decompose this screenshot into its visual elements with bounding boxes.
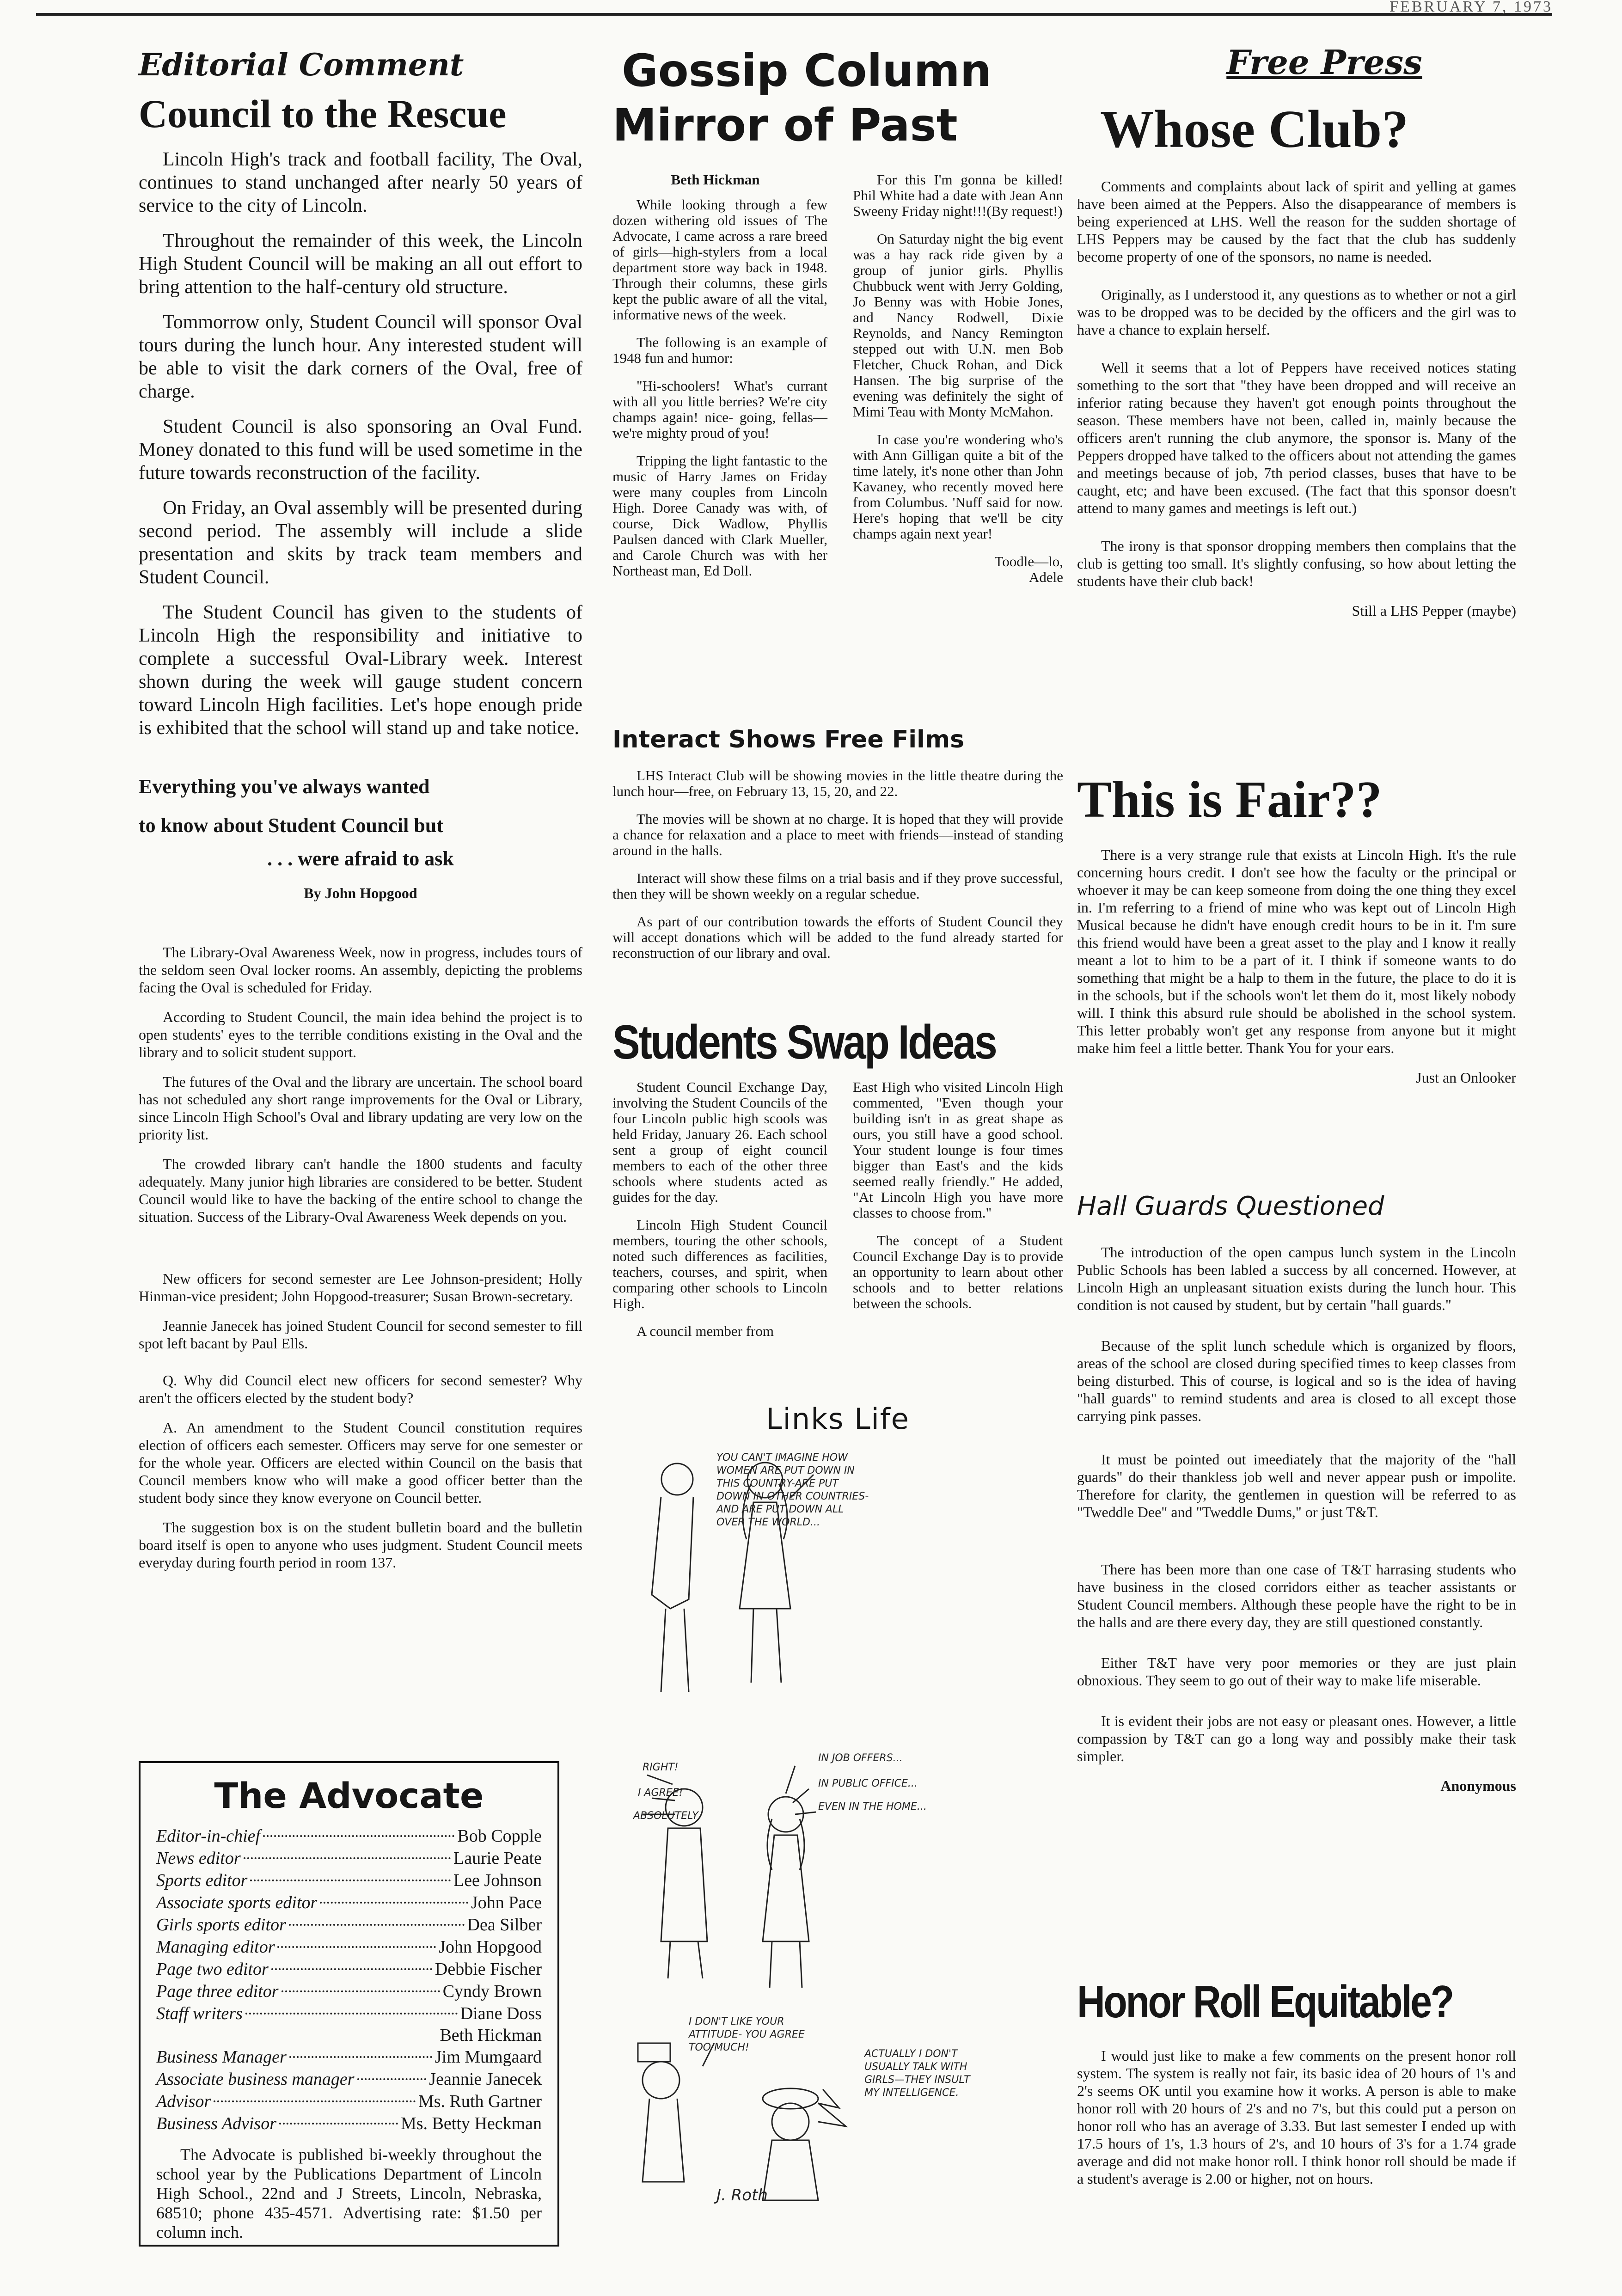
staff-name: Cyndy Brown bbox=[442, 1982, 542, 2001]
paragraph: Interact will show these films on a trial basis and if they prove successful, then they will be shown weekly on a regular schedue. bbox=[612, 870, 1063, 902]
staff-row bbox=[156, 1869, 542, 1892]
staff-name: John Hopgood bbox=[439, 1937, 542, 1957]
club-signature: Still a LHS Pepper (maybe) bbox=[1352, 602, 1516, 619]
cartoon-speech bbox=[688, 2016, 808, 2053]
paragraph: Originally, as I understood it, any questions as to whether or not a girl was to be dropped was to be decided by the officers and the girl was to have a chance to explain herself. bbox=[1077, 286, 1516, 338]
fair-headline: This is Fair?? bbox=[1077, 771, 1382, 828]
paragraph: The Student Council has given to the students of Lincoln High the responsibility and initiative to complete a successful Oval-Library week. Interest shown during the week will gauge student concern toward Lincoln High facilities. Let's hope enough pride is exhibited that the school will stand up and take notice. bbox=[139, 602, 582, 739]
fair-signature: Just an Onlooker bbox=[1416, 1069, 1516, 1086]
staff-role: Girls sports editor bbox=[156, 1915, 286, 1935]
speech-line: OVER THE WORLD... bbox=[716, 1517, 820, 1528]
staff-row bbox=[156, 1980, 542, 2002]
staff-row bbox=[156, 2112, 542, 2135]
gossip-column-a bbox=[612, 172, 827, 591]
interact-headline: Interact Shows Free Films bbox=[612, 726, 965, 753]
paragraph: The Library-Oval Awareness Week, now in progress, includes tours of the seldom seen Oval locker rooms. An assembly, depicting the problems facing the Oval is scheduled for Friday. bbox=[139, 944, 582, 996]
paragraph: The introduction of the open campus lunch system in the Lincoln Public Schools has been labled a success by all concerned. However, at Lincoln High an unpleasant situation exists during the lunch hour. This condition is not caused by student, but by certain "hall guards." bbox=[1077, 1244, 1516, 1313]
staff-role: Associate business manager bbox=[156, 2069, 355, 2089]
council-headline-line-1: Everything you've always wanted bbox=[139, 775, 430, 798]
speech-line: THIS COUNTRY-ARE PUT bbox=[716, 1478, 839, 1489]
staff-name: Bob Copple bbox=[457, 1826, 542, 1846]
paragraph: I would just like to make a few comments on the present honor roll system. The system is really not fair, its basic idea of 20 hours of 1's and 2's seems OK until you examine how it works. A person is able to make honor roll with 20 hours of 2's and no 7's, but this could put a person on honor roll who has an average of 3.33. But last semester I ended up with 17.5 hours of 1's, 1.3 hours of 2's, and 10 hours of 3's for a 1.74 grade average and did not make honor roll. I think honor roll should be made if a student's average is 2.00 or higher, not on hours. bbox=[1077, 2047, 1516, 2187]
paragraph: Comments and complaints about lack of spirit and yelling at games have been aimed at the Peppers. Also the disappearance of members is being experienced at LHS. Well the reason for the sudden shortage of LHS Peppers may be caused by the fact that the club has suddenly become property of one of the sponsors, no name is needed. bbox=[1077, 178, 1516, 265]
hall-signature: Anonymous bbox=[1440, 1777, 1516, 1794]
paragraph: It must be pointed out imeediately that the majority of the "hall guards" do their thankless job well and never appear push or impolite. Therefore for clarity, the gentlemen in question will be referred to as "Tweddle Dee" and "Tweddle Dums," or just T&T. bbox=[1077, 1451, 1516, 1520]
paragraph: As part of our contribution towards the efforts of Student Council they will accept donations which will be added to the fund already started for reconstruction of our library and oval. bbox=[612, 913, 1063, 961]
staff-row bbox=[156, 2068, 542, 2090]
cartoon-speech bbox=[863, 2048, 973, 2099]
paragraph: Tommorrow only, Student Council will sponsor Oval tours during the lunch hour. Any interested student will be able to visit the dark corners of the Oval, free of charge. bbox=[139, 312, 582, 402]
staff-role: Editor-in-chief bbox=[156, 1826, 261, 1846]
swap-column-b bbox=[853, 1079, 1063, 1323]
paragraph: The movies will be shown at no charge. It is hoped that they will provide a chance for relaxation and a place to meet with friends—instead of standing around in the halls. bbox=[612, 811, 1063, 858]
paragraph: The crowded library can't handle the 1800 students and faculty adequately. Many junior high libraries are considered to be better. Student Council would like to have the backing of the entire school to change the situation. Success of the Library-Oval Awareness Week depends on you. bbox=[139, 1156, 582, 1225]
speech-line: MY INTELLIGENCE. bbox=[864, 2087, 959, 2099]
masthead-box bbox=[139, 1761, 559, 2247]
staff-row bbox=[156, 1892, 542, 1914]
paragraph: LHS Interact Club will be showing movies in the little theatre during the lunch hour—free, on February 13, 15, 20, and 22. bbox=[612, 767, 1063, 799]
staff-row bbox=[156, 1825, 542, 1847]
staff-row bbox=[156, 2002, 542, 2025]
swap-headline: Students Swap Ideas bbox=[612, 1016, 996, 1069]
cartoon-speech: EVEN IN THE HOME... bbox=[818, 1801, 927, 1812]
staff-row bbox=[156, 1914, 542, 1936]
paragraph: In case you're wondering who's with Ann Gilligan quite a bit of the time lately, it's none other than John Kavaney, who recently moved here from Columbus. 'Nuff said for now. Here's hoping that we'll be city champs again next year! bbox=[853, 431, 1063, 542]
speech-line: ATTITUDE- YOU AGREE bbox=[689, 2029, 805, 2040]
staff-name: Laurie Peate bbox=[453, 1849, 542, 1868]
top-rule bbox=[36, 13, 1552, 16]
staff-name: Ms. Betty Heckman bbox=[400, 2114, 542, 2133]
paragraph: Either T&T have very poor memories or they are just plain obnoxious. They seem to go out of their way to make life miserable. bbox=[1077, 1654, 1516, 1689]
speech-line: I DON'T LIKE YOUR bbox=[689, 2016, 784, 2027]
paragraph: On Saturday night the big event was a hay rack ride given by a group of junior girls. Phyllis Chubbuck went with Jerry Golding, Jo Benny was with Hobie Jones, and Nancy Rodwell, Dixie Reynolds, and Nancy Remington stepped out with U.N. men Bob Fletcher, Chuck Rohan, and Dick Hansen. The big surprise of the evening was definitely the sight of Mimi Teau with Monty McMahon. bbox=[853, 231, 1063, 420]
staff-role: Page three editor bbox=[156, 1982, 279, 2001]
speech-line: DOWN IN OTHER COUNTRIES- bbox=[716, 1491, 869, 1502]
speech-line: ACTUALLY I DON'T bbox=[864, 2048, 958, 2060]
paragraph: The following is an example of 1948 fun and humor: bbox=[612, 334, 827, 366]
gossip-byline: Beth Hickman bbox=[671, 171, 760, 188]
free-press-kicker: Free Press bbox=[1226, 43, 1422, 82]
paragraph: It is evident their jobs are not easy or pleasant ones. However, a little compassion by T&T can go a long way and possibly make their task simpler. bbox=[1077, 1713, 1516, 1764]
club-headline: Whose Club? bbox=[1100, 100, 1409, 159]
staff-row bbox=[156, 1958, 542, 1980]
staff-role: Advisor bbox=[156, 2092, 211, 2111]
folio: FEBRUARY 7, 1973 bbox=[1389, 0, 1553, 15]
editorial-section bbox=[139, 46, 582, 752]
paragraph: Tripping the light fantastic to the music of Harry James on Friday were many couples from Lincoln High. Doree Canady was with, of course, Dick Wadlow, Phyllis Paulsen danced with Clark Mueller, and Carole Church was with her Northeast man, Ed Doll. bbox=[612, 453, 827, 579]
staff-name: John Pace bbox=[471, 1893, 542, 1912]
artist-signature: J. Roth bbox=[716, 2186, 768, 2204]
staff-name: Jeannie Janecek bbox=[429, 2069, 542, 2089]
paragraph: Well it seems that a lot of Peppers have received notices stating something to the sort that "they have been dropped and will receive an inferior rating because they haven't got enough points throughout the season. These members have not been, called in, mainly because the officers aren't running the club anymore, the sponsor is. Many of the Peppers dropped have talked to the officers about not attending the games and meetings because of job, 7th period classes, buses that have to be caught, etc; and have been excused. (The fact that this sponsor doesn't attend to many games and meetings is left out.) bbox=[1077, 359, 1516, 516]
staff-row bbox=[156, 1847, 542, 1869]
speech-line: USUALLY TALK WITH bbox=[864, 2061, 967, 2073]
paragraph: New officers for second semester are Lee Johnson-president; Holly Hinman-vice president; John Hopgood-treasurer; Susan Brown-secretary. bbox=[139, 1270, 582, 1304]
paragraph: "Hi-schoolers! What's currant with all you little berries? We're city champs again! nice- going, fellas—we're mighty proud of you! bbox=[612, 378, 827, 441]
council-headline-line-2: to know about Student Council but bbox=[139, 814, 443, 837]
links-life-cartoon bbox=[633, 1442, 1049, 2210]
paragraph: Because of the split lunch schedule which is organized by floors, areas of the school are closed during specified times to keep classes from being disturbed. This of course, is logical and so is the idea of having "hall guards" to remind students and area is closed to all except those carrying pink passes. bbox=[1077, 1337, 1516, 1424]
staff-name: Lee Johnson bbox=[453, 1871, 542, 1890]
swap-section bbox=[612, 1015, 1063, 1070]
paragraph: There has been more than one case of T&T harrasing students who have business in the closed corridors either as teacher assistants or Student Council members. Although these people have the right to be in the halls and are there every day, they are still questioned constantly. bbox=[1077, 1561, 1516, 1630]
staff-role: Associate sports editor bbox=[156, 1893, 318, 1912]
staff-row bbox=[156, 2090, 542, 2112]
paragraph: A. An amendment to the Student Council constitution requires election of officers each semester. Officers may serve for one semester or for the whole year. Officers are elected within Council on the basis that Council members know who will make a good officer better than the student body since they know everyone on Council better. bbox=[139, 1419, 582, 1506]
speech-line: AND ARE PUT DOWN ALL bbox=[716, 1504, 844, 1515]
interact-section bbox=[612, 723, 1063, 973]
speech-line: GIRLS—THEY INSULT bbox=[864, 2074, 970, 2086]
paragraph: The suggestion box is on the student bulletin board and the bulletin board itself is open to anyone who uses judgment. Student Council meets everyday during fourth period in room 137. bbox=[139, 1519, 582, 1571]
cartoon-speech: I AGREE! bbox=[638, 1787, 683, 1799]
paragraph: Student Council is also sponsoring an Oval Fund. Money donated to this fund will be used sometime in the future towards reconstruction of the facility. bbox=[139, 416, 582, 484]
paragraph: Lincoln High's track and football facility, The Oval, continues to stand unchanged after nearly 50 years of service to the city of Lincoln. bbox=[139, 149, 582, 216]
links-life-title-wrap bbox=[612, 1401, 1063, 1438]
hall-guards-section bbox=[1077, 1188, 1516, 1794]
speech-line: TOO MUCH! bbox=[689, 2042, 749, 2053]
cartoon-speech: RIGHT! bbox=[643, 1762, 679, 1773]
gossip-signoff: Adele bbox=[1028, 569, 1063, 585]
staff-name-extra: Beth Hickman bbox=[440, 2026, 542, 2045]
staff-role: Sports editor bbox=[156, 1871, 248, 1890]
council-body bbox=[139, 943, 582, 1571]
staff-row bbox=[156, 1936, 542, 1958]
paragraph: Throughout the remainder of this week, the Lincoln High Student Council will be making an all out effort to bring attention to the half-century old structure. bbox=[139, 230, 582, 298]
free-press-section bbox=[1077, 42, 1516, 619]
staff-role: News editor bbox=[156, 1849, 241, 1868]
council-byline: By John Hopgood bbox=[304, 885, 417, 901]
paragraph: A council member from bbox=[637, 1323, 774, 1339]
paragraph: Q. Why did Council elect new officers for second semester? Why aren't the officers elected by the student body? bbox=[139, 1372, 582, 1406]
staff-role: Business Manager bbox=[156, 2047, 287, 2067]
paragraph: On Friday, an Oval assembly will be presented during second period. The assembly will include a slide presentation and skits by track team members and Student Council. bbox=[139, 497, 582, 588]
staff-name: Dea Silber bbox=[467, 1915, 542, 1935]
staff-role: Managing editor bbox=[156, 1937, 275, 1957]
paragraph: The concept of a Student Council Exchange Day is to provide an opportunity to learn about other schools and to better relations between the schools. bbox=[853, 1232, 1063, 1311]
publication-note: The Advocate is published bi-weekly throughout the school year by the Publications Department of Lincoln High School., 22nd and J Streets, Lincoln, Nebraska, 68510; phone 435-4571. Advertising rate: $1.50 per column inch. bbox=[156, 2145, 542, 2241]
editorial-kicker: Editorial Comment bbox=[139, 47, 464, 83]
cartoon-speech: IN JOB OFFERS... bbox=[818, 1752, 903, 1764]
cartoon-speech bbox=[716, 1452, 872, 1528]
paragraph: The irony is that sponsor dropping members then complains that the club is getting too small. It's slightly confusing, so how about letting the students have their club back! bbox=[1077, 538, 1516, 589]
swap-column-a bbox=[612, 1079, 827, 1351]
staff-list bbox=[156, 1825, 542, 2135]
gossip-column-b bbox=[853, 172, 1063, 585]
gossip-headline-2: Mirror of Past bbox=[612, 99, 958, 151]
paragraph: East High who visited Lincoln High commented, "Even though your building isn't in as great shape as ours, you still have a good school. Your student lounge is four times bigger than East's and the kids seemed really friendly." He added, "At Lincoln High you have more classes to choose from." bbox=[853, 1079, 1063, 1221]
masthead-title: The Advocate bbox=[214, 1775, 484, 1816]
paragraph: Jeannie Janecek has joined Student Council for second semester to fill spot left bacant by Paul Ells. bbox=[139, 1317, 582, 1352]
council-headline-line-3: . . . were afraid to ask bbox=[267, 847, 454, 870]
paragraph: Student Council Exchange Day, involving the Student Councils of the four Lincoln public high scools was held Friday, January 26. Each school sent a group of eight council members to each of the other three schools where students acted as guides for the day. bbox=[612, 1079, 827, 1205]
editorial-headline: Council to the Rescue bbox=[139, 92, 507, 136]
staff-role: Staff writers bbox=[156, 2004, 243, 2023]
staff-role: Business Advisor bbox=[156, 2114, 277, 2133]
hall-headline: Hall Guards Questioned bbox=[1077, 1191, 1384, 1221]
staff-name: Diane Doss bbox=[460, 2004, 542, 2023]
paragraph: Lincoln High Student Council members, touring the other schools, noted such differences as facilities, teachers, courses, and spirit, when comparing other schools to Lincoln High. bbox=[612, 1217, 827, 1311]
paragraph: There is a very strange rule that exists at Lincoln High. It's the rule concerning hours credit. I don't see how the faculty or the principal or whoever it may be can keep someone from doing the one thing they excel in. I'm referring to a friend of mine who was kept out of Lincoln High Musical because he didn't have enough credit hours to be in it. I'm sure this friend would have been a great asset to the play and I know it really meant a lot to him to be a part of it. I think if someone wants to do something that might be a halp to them in the future, the place to do it is in the schools, but if the schools won't let them do it, most likely nobody will. I think this absurd rule should be abolished in the school system. This letter probably won't get any response from anyone but it might make him feel a little better. Thank You for your ears. bbox=[1077, 846, 1516, 1056]
paragraph: According to Student Council, the main idea behind the project is to open students' eyes to the terrible conditions existing in the Oval and the library and to solicit student support. bbox=[139, 1009, 582, 1060]
staff-role: Page two editor bbox=[156, 1959, 269, 1979]
honor-headline: Honor Roll Equitable? bbox=[1077, 1976, 1453, 2027]
paragraph: The futures of the Oval and the library are uncertain. The school board has not scheduled any short range improvements for the Oval or Library, since Lincoln High School's Oval and library updating are very low on the priority list. bbox=[139, 1073, 582, 1143]
gossip-headline-1: Gossip Column bbox=[622, 45, 992, 97]
paragraph: For this I'm gonna be killed! Phil White had a date with Jean Ann Sweeny Friday night!!!(By request!) bbox=[853, 171, 1063, 219]
speech-line: YOU CAN'T IMAGINE HOW bbox=[716, 1452, 848, 1463]
speech-line: WOMEN ARE PUT DOWN IN bbox=[716, 1465, 855, 1476]
cartoon-speech: ABSOLUTELY bbox=[633, 1810, 698, 1822]
honor-roll-section bbox=[1077, 1974, 1516, 2199]
editorial-body bbox=[139, 148, 582, 740]
fair-section bbox=[1077, 767, 1516, 1086]
staff-name: Debbie Fischer bbox=[435, 1959, 542, 1979]
staff-name: Jim Mumgaard bbox=[435, 2047, 542, 2067]
gossip-signoff: Toodle—lo, bbox=[994, 553, 1063, 569]
council-section bbox=[139, 767, 582, 1583]
staff-row bbox=[156, 2046, 542, 2068]
paragraph: While looking through a few dozen withering old issues of The Advocate, I came across a rare breed of girls—high-stylers from a local department store way back in 1948. Through their columns, these girls kept the public aware of all the vital, informative news of the week. bbox=[612, 196, 827, 323]
cartoon-speech: IN PUBLIC OFFICE... bbox=[818, 1778, 918, 1789]
staff-name: Ms. Ruth Gartner bbox=[418, 2092, 542, 2111]
gossip-section bbox=[612, 42, 1063, 151]
links-life-title: Links Life bbox=[766, 1402, 910, 1436]
